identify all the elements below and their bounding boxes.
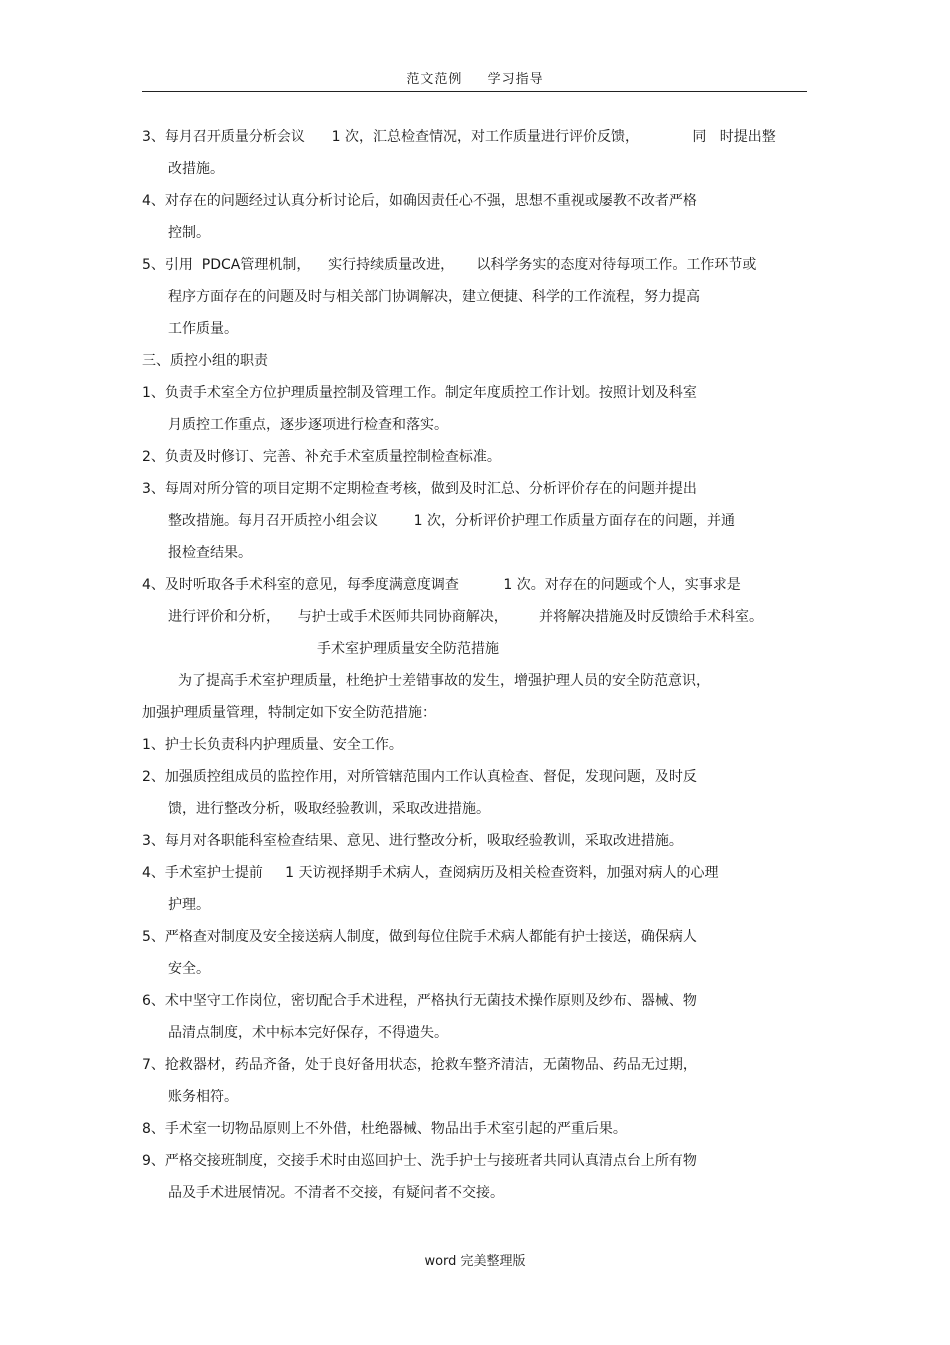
text-line: 4、对存在的问题经过认真分析讨论后，如确因责任心不强，思想不重视或屡教不改者严格 <box>142 193 697 209</box>
page-footer: word 完美整理版 <box>424 1254 526 1269</box>
text-line-continuation: 改措施。 <box>168 161 224 177</box>
text-line: 2、负责及时修订、完善、补充手术室质量控制检查标准。 <box>142 449 501 465</box>
text-line-continuation: 账务相符。 <box>168 1089 238 1105</box>
text-line: 9、严格交接班制度，交接手术时由巡回护士、洗手护士与接班者共同认真清点台上所有物 <box>142 1153 697 1169</box>
text-line-continuation: 进行评价和分析， 与护士或手术医师共同协商解决， 并将解决措施及时反馈给手术科室。 <box>168 609 763 625</box>
text-line: 8、手术室一切物品原则上不外借，杜绝器械、物品出手术室引起的严重后果。 <box>142 1121 627 1137</box>
document-body <box>142 121 822 1209</box>
header-right-text: 学习指导 <box>487 72 544 87</box>
text-line-continuation: 安全。 <box>168 961 210 977</box>
text-line-continuation: 护理。 <box>168 897 210 913</box>
text-line: 5、引用 PDCA管理机制， 实行持续质量改进， 以科学务实的态度对待每项工作。工作环节或 <box>142 257 757 273</box>
text-line-continuation: 月质控工作重点，逐步逐项进行检查和落实。 <box>168 417 448 433</box>
text-line: 6、术中坚守工作岗位，密切配合手术进程，严格执行无菌技术操作原则及纱布、器械、物 <box>142 993 697 1009</box>
header-left-text: 范文范例 <box>406 72 463 87</box>
page-header <box>0 68 950 87</box>
section-title: 手术室护理质量安全防范措施 <box>317 641 499 657</box>
text-line-continuation: 控制。 <box>168 225 210 241</box>
text-line-continuation: 报检查结果。 <box>168 545 252 561</box>
text-line: 4、及时听取各手术科室的意见，每季度满意度调查 1 次。对存在的问题或个人，实事求是 <box>142 577 741 593</box>
text-line: 3、每周对所分管的项目定期不定期检查考核，做到及时汇总、分析评价存在的问题并提出 <box>142 481 697 497</box>
text-line: 加强护理质量管理，特制定如下安全防范措施： <box>142 705 436 721</box>
text-line-continuation: 馈，进行整改分析，吸取经验教训，采取改进措施。 <box>168 801 490 817</box>
text-line: 7、抢救器材，药品齐备，处于良好备用状态，抢救车整齐清洁，无菌物品、药品无过期， <box>142 1057 697 1073</box>
text-line: 1、负责手术室全方位护理质量控制及管理工作。制定年度质控工作计划。按照计划及科室 <box>142 385 697 401</box>
text-line: 3、每月召开质量分析会议 1 次，汇总检查情况，对工作质量进行评价反馈， 同 时提出整 <box>142 129 776 145</box>
text-line: 3、每月对各职能科室检查结果、意见、进行整改分析，吸取经验教训，采取改进措施。 <box>142 833 683 849</box>
text-line-continuation: 程序方面存在的问题及时与相关部门协调解决，建立便捷、科学的工作流程，努力提高 <box>168 289 700 305</box>
text-line-continuation: 品清点制度，术中标本完好保存，不得遗失。 <box>168 1025 448 1041</box>
text-line: 1、护士长负责科内护理质量、安全工作。 <box>142 737 403 753</box>
text-line: 4、手术室护士提前 1 天访视择期手术病人，查阅病历及相关检查资料，加强对病人的心理 <box>142 865 719 881</box>
text-line: 5、严格查对制度及安全接送病人制度，做到每位住院手术病人都能有护士接送，确保病人 <box>142 929 697 945</box>
text-line: 为了提高手术室护理质量，杜绝护士差错事故的发生，增强护理人员的安全防范意识， <box>178 673 710 689</box>
text-line-continuation: 工作质量。 <box>168 321 238 337</box>
text-line-continuation: 品及手术进展情况。不清者不交接，有疑问者不交接。 <box>168 1185 504 1201</box>
header-divider <box>142 91 807 92</box>
text-line-continuation: 整改措施。每月召开质控小组会议 1 次，分析评价护理工作质量方面存在的问题，并通 <box>168 513 735 529</box>
text-line: 2、加强质控组成员的监控作用，对所管辖范围内工作认真检查、督促，发现问题，及时反 <box>142 769 697 785</box>
text-line: 三、质控小组的职责 <box>142 353 268 369</box>
